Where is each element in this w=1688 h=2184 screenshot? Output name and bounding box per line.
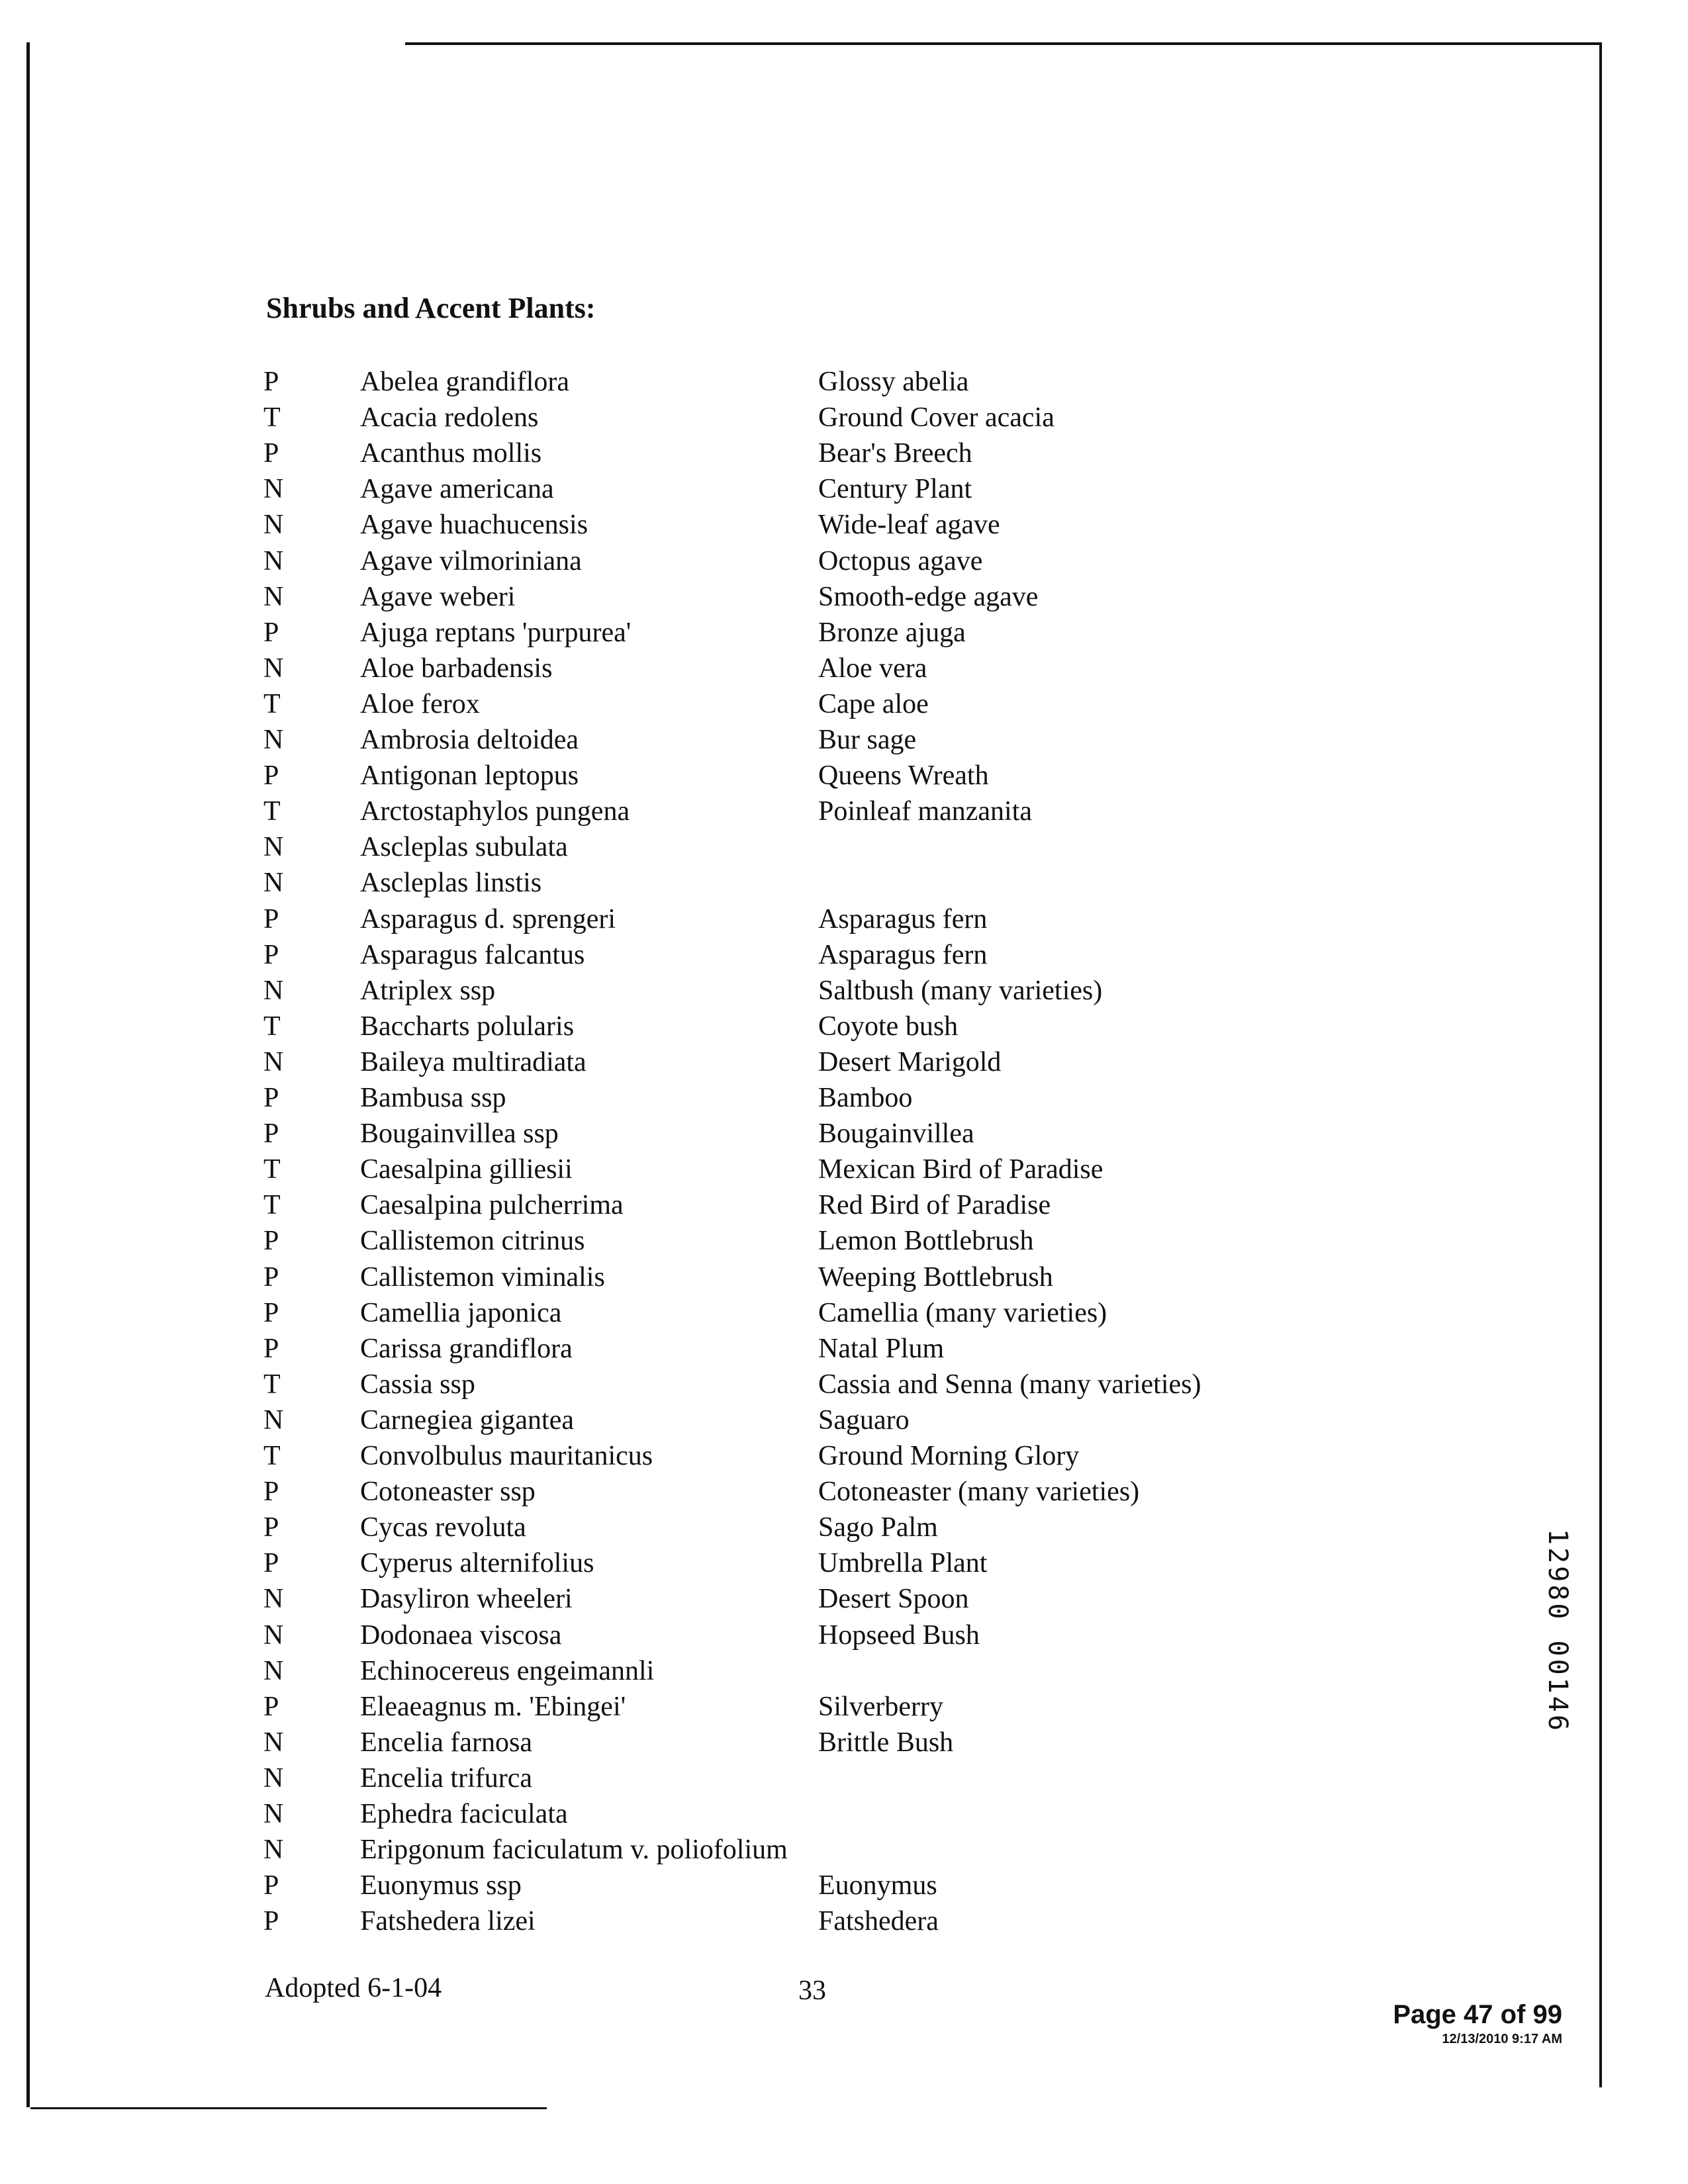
plant-category: P	[263, 1477, 279, 1508]
plant-common-name: Saguaro	[818, 1404, 910, 1435]
plant-scientific-name: Caesalpina gilliesii	[360, 1154, 573, 1185]
plant-scientific-name: Carnegiea gigantea	[360, 1404, 574, 1435]
plant-row	[0, 1080, 1688, 1116]
plant-category: N	[263, 545, 284, 576]
plant-scientific-name: Ajuga reptans 'purpurea'	[360, 617, 632, 648]
plant-row	[0, 543, 1688, 579]
plant-category: P	[263, 1691, 279, 1722]
plant-row	[0, 794, 1688, 829]
plant-common-name: Bur sage	[818, 725, 917, 755]
plant-scientific-name: Agave huachucensis	[360, 510, 588, 541]
plant-common-name: Bronze ajuga	[818, 617, 966, 648]
plant-category: N	[263, 1727, 284, 1758]
plant-row	[0, 400, 1688, 435]
plant-common-name: Century Plant	[818, 474, 972, 505]
plant-category: N	[263, 581, 284, 612]
plant-row	[0, 1903, 1688, 1939]
plant-scientific-name: Eripgonum faciculatum v. poliofolium	[360, 1835, 788, 1866]
plant-scientific-name: Carissa grandiflora	[360, 1333, 573, 1364]
plant-scientific-name: Encelia trifurca	[360, 1762, 532, 1794]
plant-common-name: Fatshedera	[818, 1906, 939, 1937]
plant-scientific-name: Camellia japonica	[360, 1297, 562, 1328]
plant-row	[0, 1152, 1688, 1187]
plant-category: N	[263, 1584, 284, 1615]
plant-category: N	[263, 1762, 284, 1794]
plant-scientific-name: Eleaeagnus m. 'Ebingei'	[360, 1691, 626, 1722]
plant-scientific-name: Ambrosia deltoidea	[360, 725, 579, 755]
plant-common-name: Bear's Breech	[818, 438, 972, 469]
plant-common-name: Sago Palm	[818, 1512, 938, 1543]
plant-row	[0, 1367, 1688, 1402]
plant-scientific-name: Agave americana	[360, 474, 554, 505]
plant-common-name: Desert Spoon	[818, 1584, 969, 1615]
plant-scientific-name: Cotoneaster ssp	[360, 1477, 536, 1508]
plant-common-name: Aloe vera	[818, 653, 927, 684]
plant-scientific-name: Echinocereus engeimannli	[360, 1655, 655, 1686]
plant-scientific-name: Encelia farnosa	[360, 1727, 533, 1758]
plant-scientific-name: Cyperus alternifolius	[360, 1548, 594, 1579]
plant-category: N	[263, 510, 284, 541]
plant-scientific-name: Aloe barbadensis	[360, 653, 553, 684]
plant-common-name: Saltbush (many varieties)	[818, 975, 1103, 1006]
plant-category: P	[263, 1118, 279, 1150]
plant-category: P	[263, 903, 279, 934]
plant-common-name: Umbrella Plant	[818, 1548, 988, 1579]
plant-common-name: Cassia and Senna (many varieties)	[818, 1369, 1201, 1400]
plant-common-name: Weeping Bottlebrush	[818, 1261, 1053, 1293]
plant-common-name: Mexican Bird of Paradise	[818, 1154, 1103, 1185]
plant-common-name: Brittle Bush	[818, 1727, 954, 1758]
plant-common-name: Desert Marigold	[818, 1046, 1002, 1077]
plant-category: N	[263, 975, 284, 1006]
plant-common-name: Octopus agave	[818, 545, 983, 576]
plant-scientific-name: Callistemon citrinus	[360, 1226, 585, 1257]
page-number: 33	[798, 1976, 826, 2006]
plant-row	[0, 1187, 1688, 1223]
plant-scientific-name: Antigonan leptopus	[360, 760, 579, 792]
plant-category: N	[263, 653, 284, 684]
plant-common-name: Asparagus fern	[818, 939, 988, 970]
plant-scientific-name: Euonymus ssp	[360, 1870, 522, 1901]
plant-row	[0, 1331, 1688, 1367]
plant-row	[0, 1402, 1688, 1438]
plant-row	[0, 615, 1688, 651]
plant-category: N	[263, 1619, 284, 1651]
plant-row	[0, 1760, 1688, 1796]
plant-category: P	[263, 367, 279, 397]
plant-common-name: Natal Plum	[818, 1333, 945, 1364]
plant-common-name: Lemon Bottlebrush	[818, 1226, 1034, 1257]
plant-category: P	[263, 1297, 279, 1328]
plant-scientific-name: Fatshedera lizei	[360, 1906, 536, 1937]
page-stamp	[1393, 1999, 1562, 2048]
plant-category: P	[263, 1333, 279, 1364]
plant-category: P	[263, 939, 279, 970]
plant-common-name: Smooth-edge agave	[818, 581, 1039, 612]
plant-category: P	[263, 1512, 279, 1543]
plant-row	[0, 1617, 1688, 1653]
plant-row	[0, 1689, 1688, 1725]
plant-row	[0, 364, 1688, 400]
plant-category: N	[263, 1799, 284, 1829]
plant-row	[0, 651, 1688, 686]
plant-scientific-name: Asparagus d. sprengeri	[360, 903, 616, 934]
plant-common-name: Hopseed Bush	[818, 1619, 980, 1651]
plant-common-name: Wide-leaf agave	[818, 510, 1000, 541]
plant-category: P	[263, 1226, 279, 1257]
plant-common-name: Bougainvillea	[818, 1118, 974, 1150]
plant-row	[0, 829, 1688, 865]
plant-category: T	[263, 1369, 281, 1400]
plant-category: T	[263, 1011, 281, 1042]
plant-scientific-name: Bambusa ssp	[360, 1083, 506, 1113]
plant-category: N	[263, 1404, 284, 1435]
plant-scientific-name: Dodonaea viscosa	[360, 1619, 562, 1651]
plant-row	[0, 471, 1688, 507]
plant-row	[0, 1116, 1688, 1152]
plant-row	[0, 1223, 1688, 1259]
plant-scientific-name: Cycas revoluta	[360, 1512, 526, 1543]
plant-common-name: Cotoneaster (many varieties)	[818, 1477, 1140, 1508]
plant-common-name: Asparagus fern	[818, 903, 988, 934]
plant-scientific-name: Ascleplas linstis	[360, 868, 542, 899]
plant-row	[0, 1725, 1688, 1760]
plant-scientific-name: Agave vilmoriniana	[360, 545, 582, 576]
plant-category: T	[263, 1154, 281, 1185]
plant-scientific-name: Cassia ssp	[360, 1369, 475, 1400]
print-timestamp: 12/13/2010 9:17 AM	[1442, 2032, 1562, 2046]
plant-common-name: Coyote bush	[818, 1011, 959, 1042]
adopted-date: Adopted 6-1-04	[265, 1973, 442, 2003]
plant-row	[0, 1581, 1688, 1617]
plant-row	[0, 686, 1688, 722]
plant-category: T	[263, 796, 281, 827]
plant-scientific-name: Callistemon viminalis	[360, 1261, 605, 1293]
plant-scientific-name: Bougainvillea ssp	[360, 1118, 559, 1150]
plant-scientific-name: Convolbulus mauritanicus	[360, 1441, 653, 1471]
plant-row	[0, 937, 1688, 973]
page-of-count: Page 47 of 99	[1393, 2000, 1562, 2029]
plant-category: N	[263, 868, 284, 899]
plant-scientific-name: Atriplex ssp	[360, 975, 496, 1006]
plant-row	[0, 435, 1688, 471]
plant-common-name: Cape aloe	[818, 688, 929, 719]
plant-category: N	[263, 725, 284, 755]
plant-common-name: Bamboo	[818, 1083, 913, 1113]
plant-category: T	[263, 1190, 281, 1221]
plant-category: N	[263, 1835, 284, 1866]
plant-common-name: Red Bird of Paradise	[818, 1190, 1051, 1221]
plant-category: T	[263, 402, 281, 433]
plant-row	[0, 1259, 1688, 1295]
plant-row	[0, 1653, 1688, 1689]
plant-category: P	[263, 1083, 279, 1113]
plant-category: P	[263, 438, 279, 469]
plant-category: N	[263, 832, 284, 863]
plant-common-name: Ground Morning Glory	[818, 1441, 1080, 1471]
plant-row	[0, 901, 1688, 937]
plant-row	[0, 722, 1688, 758]
plant-scientific-name: Dasyliron wheeleri	[360, 1584, 573, 1615]
plant-common-name: Glossy abelia	[818, 367, 969, 397]
plant-scientific-name: Baccharts polularis	[360, 1011, 575, 1042]
plant-scientific-name: Acanthus mollis	[360, 438, 542, 469]
plant-scientific-name: Agave weberi	[360, 581, 516, 612]
plant-category: P	[263, 1870, 279, 1901]
plant-row	[0, 1832, 1688, 1868]
plant-common-name: Queens Wreath	[818, 760, 989, 792]
plant-row	[0, 973, 1688, 1009]
plant-scientific-name: Arctostaphylos pungena	[360, 796, 630, 827]
plant-row	[0, 1044, 1688, 1080]
plant-row	[0, 865, 1688, 901]
plant-common-name: Ground Cover acacia	[818, 402, 1055, 433]
plant-row	[0, 1545, 1688, 1581]
plant-row	[0, 1474, 1688, 1510]
plant-row	[0, 758, 1688, 794]
plant-scientific-name: Ascleplas subulata	[360, 832, 568, 863]
plant-scientific-name: Caesalpina pulcherrima	[360, 1190, 624, 1221]
plant-scientific-name: Acacia redolens	[360, 402, 539, 433]
plant-common-name: Euonymus	[818, 1870, 937, 1901]
plant-row	[0, 1796, 1688, 1832]
plant-row	[0, 1438, 1688, 1474]
plant-category: N	[263, 474, 284, 505]
plant-category: P	[263, 1261, 279, 1293]
plant-scientific-name: Baileya multiradiata	[360, 1046, 586, 1077]
plant-common-name: Poinleaf manzanita	[818, 796, 1033, 827]
plant-scientific-name: Ephedra faciculata	[360, 1799, 568, 1829]
document-control-number: 12980 00146	[1542, 1529, 1573, 1733]
plant-category: P	[263, 760, 279, 792]
plant-common-name: Silverberry	[818, 1691, 943, 1722]
plant-category: P	[263, 1548, 279, 1579]
plant-category: P	[263, 1906, 279, 1937]
plant-row	[0, 1009, 1688, 1044]
plant-category: P	[263, 617, 279, 648]
plant-row	[0, 1295, 1688, 1331]
plant-row	[0, 1510, 1688, 1545]
plant-category: T	[263, 688, 281, 719]
plant-scientific-name: Aloe ferox	[360, 688, 480, 719]
plant-scientific-name: Abelea grandiflora	[360, 367, 570, 397]
plant-category: N	[263, 1046, 284, 1077]
plant-common-name: Camellia (many varieties)	[818, 1297, 1107, 1328]
plant-row	[0, 507, 1688, 543]
plant-row	[0, 579, 1688, 615]
section-heading: Shrubs and Accent Plants:	[266, 292, 596, 324]
plant-category: T	[263, 1441, 281, 1471]
plant-row	[0, 1868, 1688, 1903]
plant-scientific-name: Asparagus falcantus	[360, 939, 585, 970]
plant-category: N	[263, 1655, 284, 1686]
